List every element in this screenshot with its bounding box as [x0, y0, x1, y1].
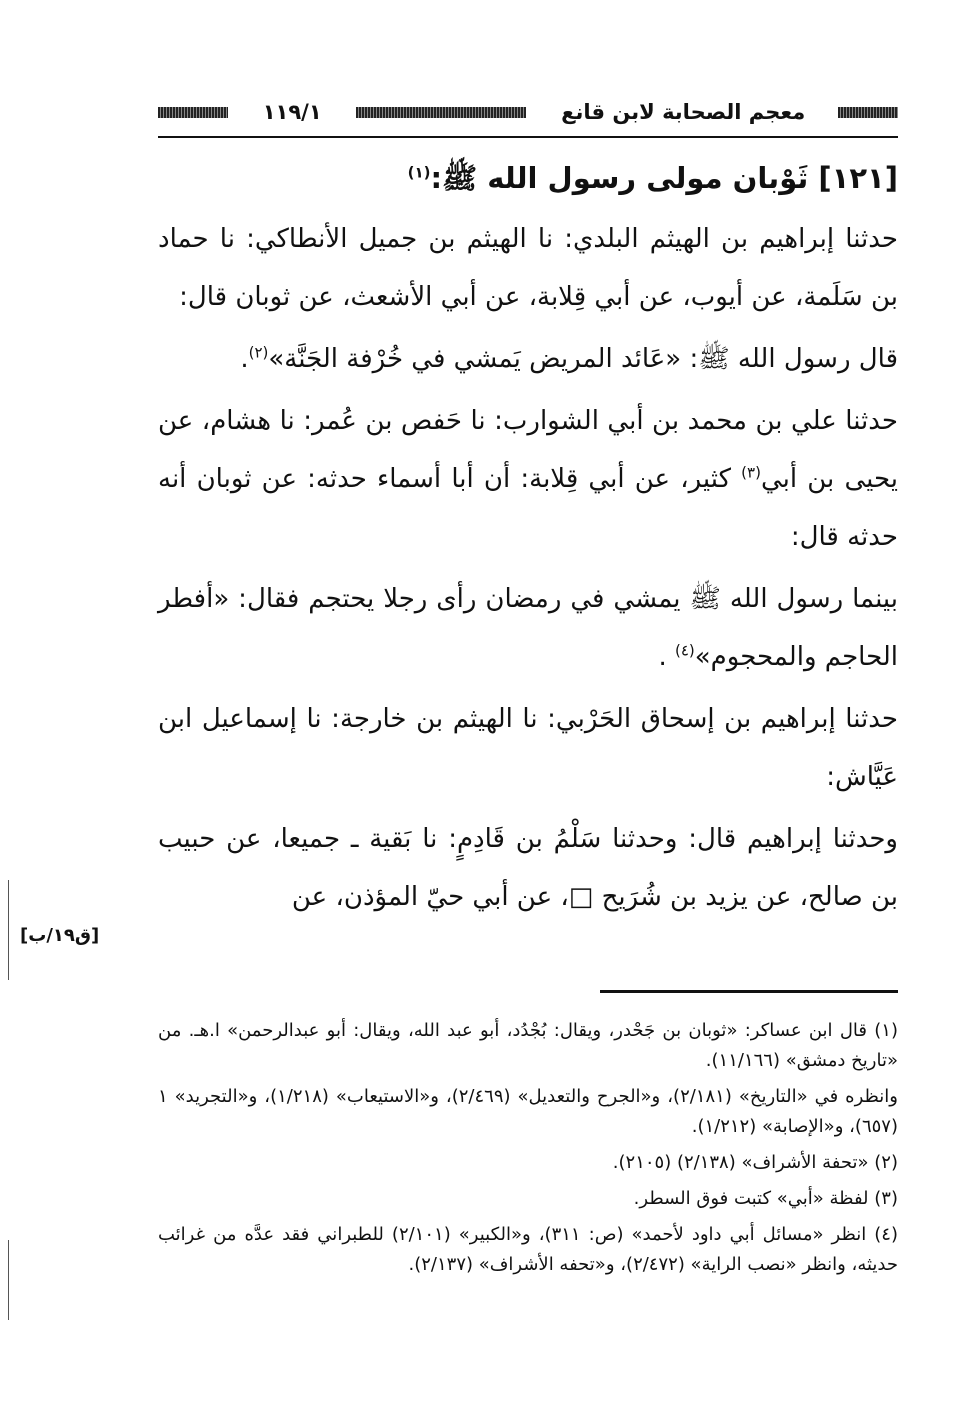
paragraph [158, 392, 898, 566]
footnotes [158, 1016, 898, 1286]
footnote: (٣) لفظة «أبي» كتبت فوق السطر. [633, 1188, 898, 1209]
margin-line [8, 1240, 9, 1320]
main-text [158, 150, 898, 926]
entry-heading [158, 150, 898, 206]
footnote: (٤) انظر «مسائل أبي داود لأحمد» (ص: ٣١١)، و«الكبير» (٢/١٠١) للطبراني فقد عدَّه من غرائب حديثه، وانظر «نصب الراية» (٢/٤٧٢)، و«تحفه الأشراف» (٢/١٣٧). [158, 1224, 898, 1275]
header-ornament-bar [158, 107, 228, 118]
footnote-ref: (٢) [248, 343, 269, 362]
header-ornament-bar [838, 107, 898, 118]
header-ornament-bar [356, 107, 526, 118]
paragraph-text: حدثنا علي بن محمد بن أبي الشوارب: نا حَفص بن عُمر: نا هشام، عن يحيى بن أبي [158, 406, 898, 494]
page-number: ١١٩/١ [262, 100, 322, 124]
paragraph-tail: . [658, 642, 675, 672]
paragraph [158, 210, 898, 326]
paragraph-tail: كثير، عن أبي قِلابة: أن أبا أسماء حدثه: عن ثوبان أنه حدثه قال: [158, 464, 898, 552]
paragraph [158, 690, 898, 806]
manuscript-folio-note: [ق١٩/ب] [20, 925, 100, 946]
footnote-ref: (١) [407, 163, 431, 182]
paragraph-tail: . [240, 344, 249, 374]
paragraph-text: وحدثنا إبراهيم قال: وحدثنا سَلْمُ بن قَادِمٍ: نا بَقية ـ جميعا، عن حبيب بن صالح، عن يزيد بن شُرَيح □، عن أبي حيّ المؤذن، عن [158, 824, 898, 912]
paragraph-text: حدثنا إبراهيم بن الهيثم البلدي: نا الهيثم بن جميل الأنطاكي: نا حماد بن سَلَمة، عن أيوب، عن أبي قِلابة، عن أبي الأشعث، عن ثوبان قال: [158, 224, 898, 312]
entry-heading-text: [١٢١] ثَوْبان مولى رسول الله ﷺ: [430, 161, 898, 195]
footnote: (٢) «تحفة الأشراف» (٢/١٣٨) (٢١٠٥). [612, 1152, 898, 1173]
footnote-separator [600, 990, 898, 993]
margin-line [8, 880, 9, 980]
footnote: (١) قال ابن عساكر: «ثوبان بن جَحْدر، ويقال: بُجْدُد، أبو عبد الله، ويقال: أبو عبدالرحمن» ا.هـ. من «تاريخ دمشق» (١١/١٦٦). [158, 1020, 898, 1071]
paragraph-text: قال رسول الله ﷺ: «عَائد المريض يَمشي في خُرْفة الجَنَّة» [268, 344, 898, 374]
footnote: وانظره في «التاريخ» (٢/١٨١)، و«الجرح والتعديل» (٢/٤٦٩)، و«الاستيعاب» (١/٢١٨)، و«التجريد» ١ (٦٥٧)، و«الإصابة» (١/٢١٢). [158, 1086, 898, 1137]
footnote-ref: (٤) [674, 641, 695, 660]
header-rule [158, 136, 898, 138]
paragraph-text: بينما رسول الله ﷺ يمشي في رمضان رأى رجلا يحتجم فقال: «أفطر الحاجم والمحجوم» [158, 584, 898, 672]
paragraph [158, 330, 898, 388]
book-title: معجم الصحابة لابن قانع [561, 100, 806, 124]
running-header [158, 92, 898, 132]
footnote-ref: (٣) [741, 463, 761, 482]
paragraph [158, 810, 898, 926]
paragraph-text: حدثنا إبراهيم بن إسحاق الحَرْبي: نا الهيثم بن خارجة: نا إسماعيل ابن عَيَّاش: [158, 704, 898, 792]
paragraph [158, 570, 898, 686]
